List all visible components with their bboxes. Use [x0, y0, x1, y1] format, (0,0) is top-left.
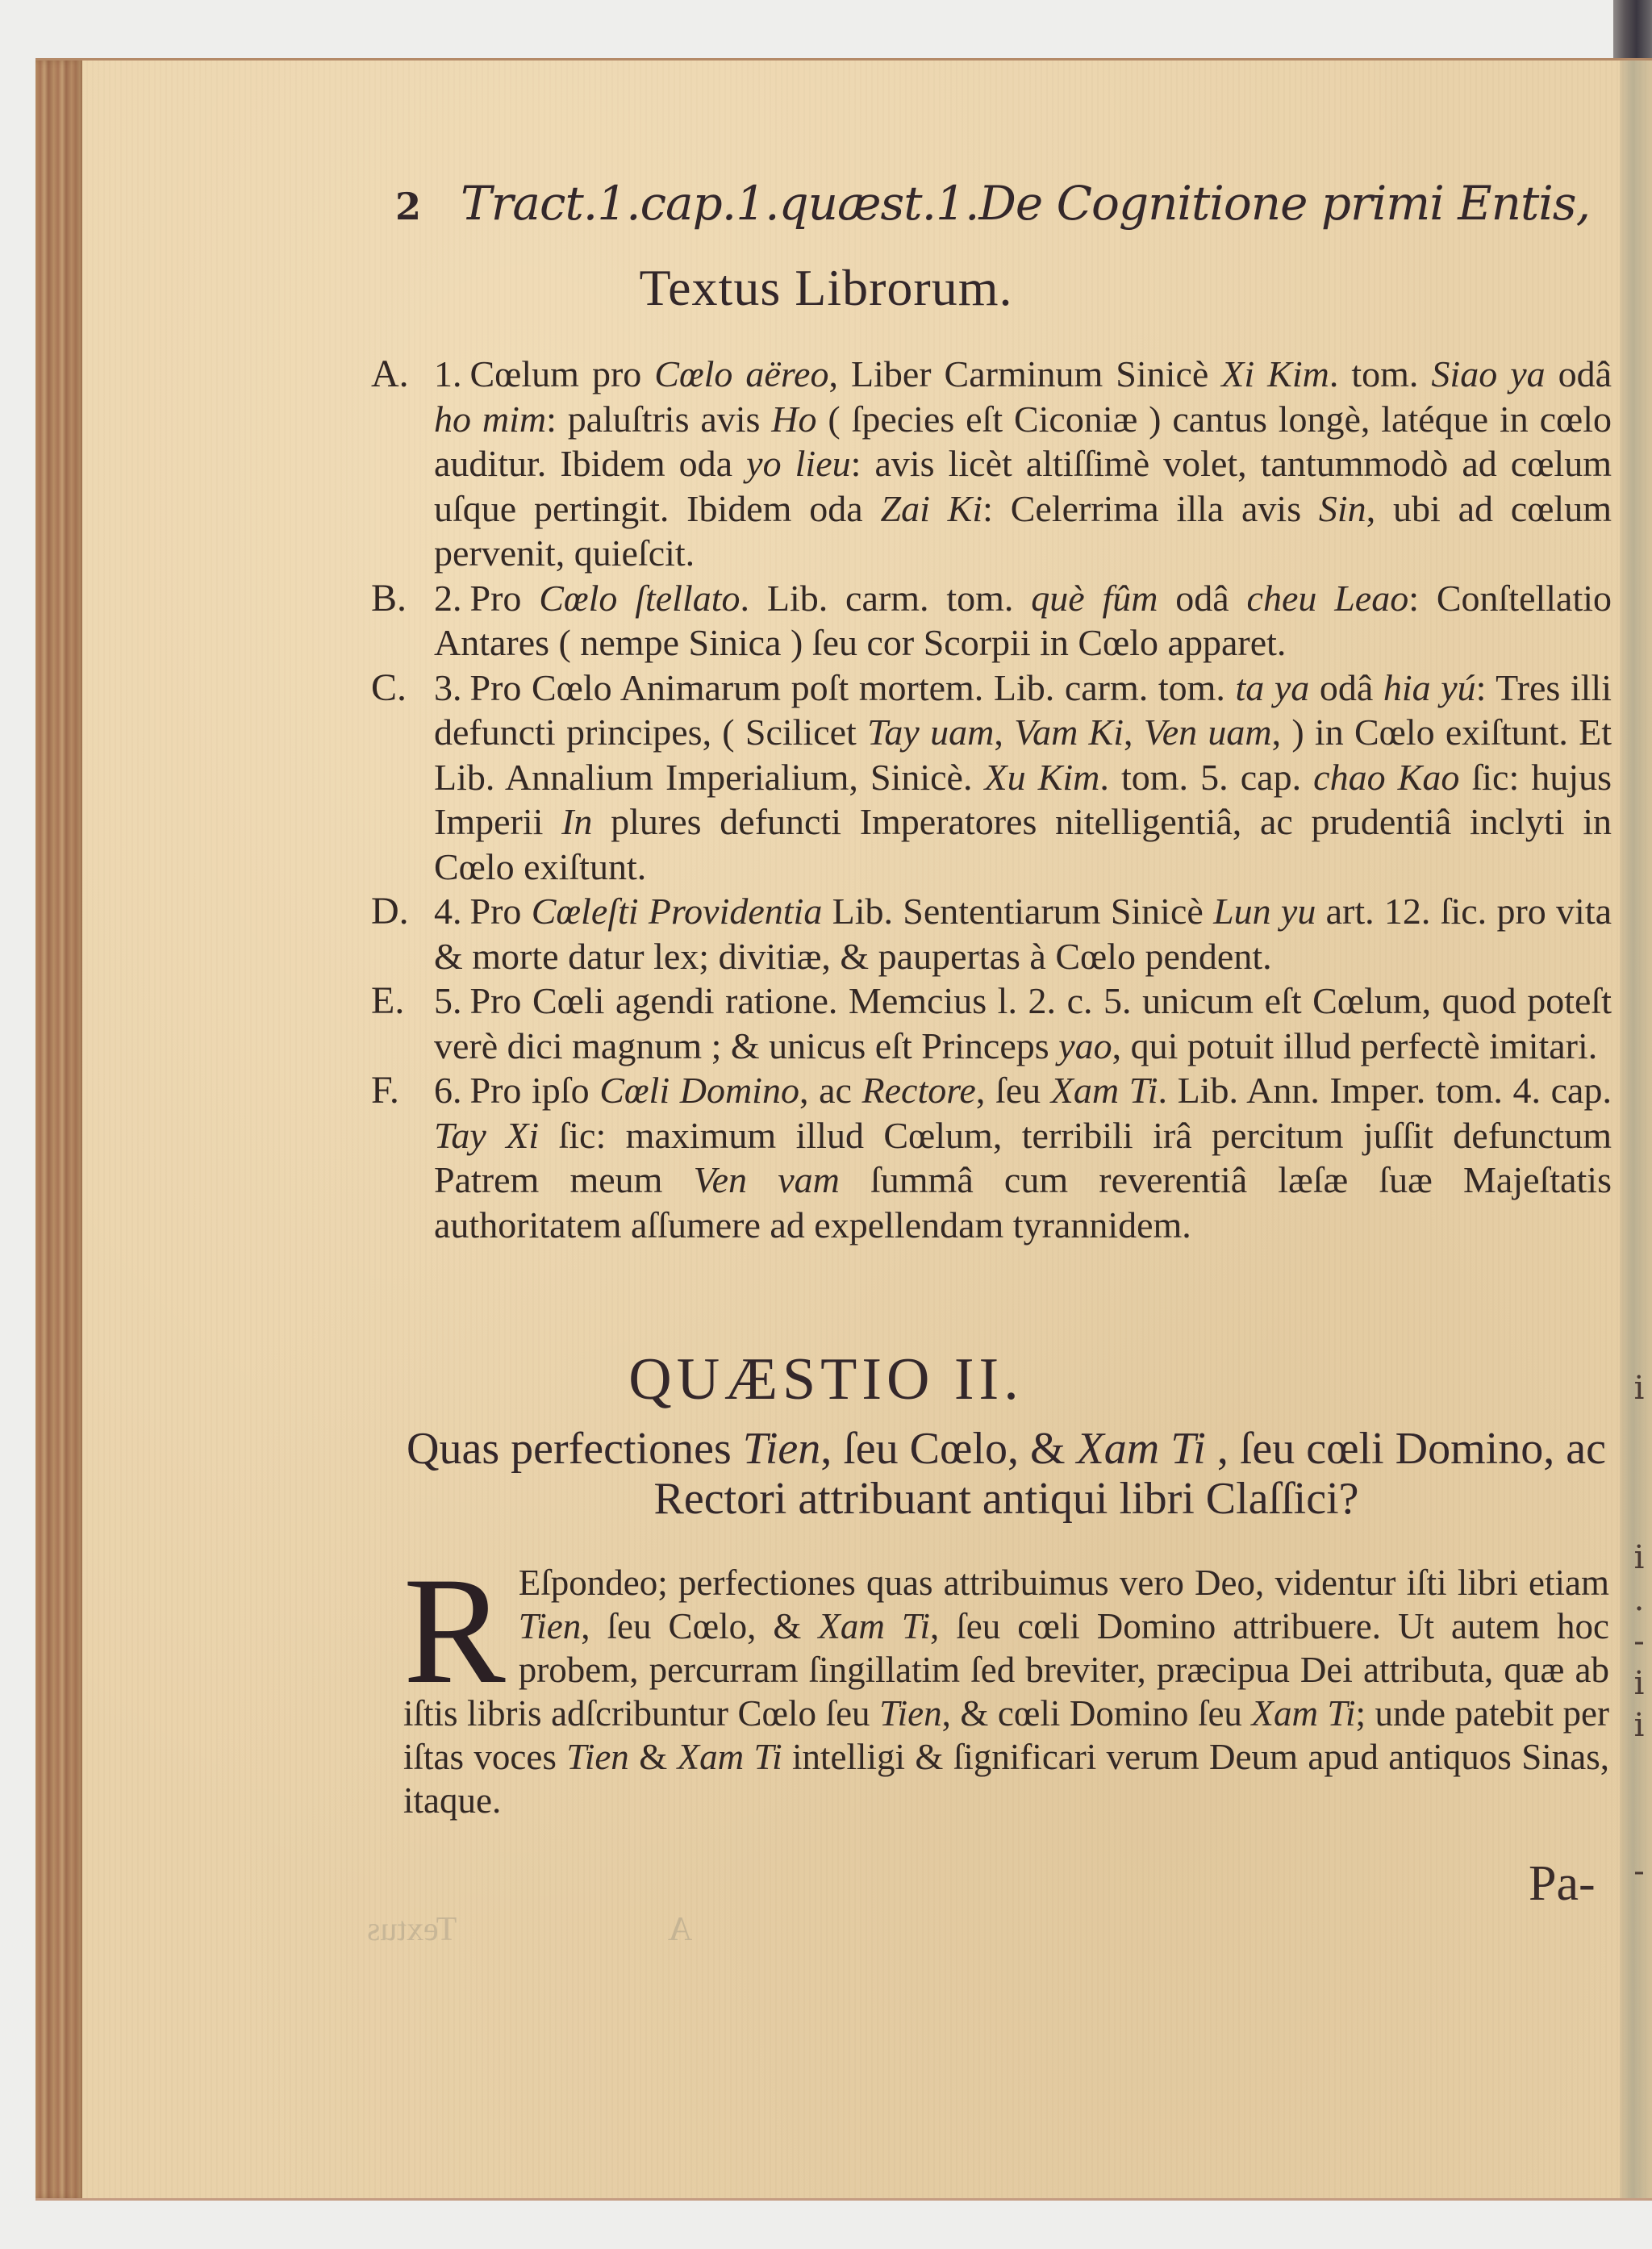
entry: [371, 978, 1612, 1068]
text-run: Pro Cœlo Animarum poſt mortem. Lib. carm. tom.: [469, 666, 1236, 708]
neighbor-page-char: -: [1633, 1623, 1645, 1660]
italic-term: Tien: [742, 1424, 821, 1474]
text-run: Pro ipſo: [469, 1070, 600, 1111]
text-run: Pro Cœli agendi ratione. Memcius l. 2. c. 5. unicum eſt Cœlum, quod poteſt verè dici magnum ; & unicus eſt Princeps: [434, 980, 1612, 1066]
text-run: , ſeu cœli Domino, ac Rectori attribuant antiqui libri Claſſici?: [653, 1424, 1606, 1524]
text-run: Quas perfectiones: [407, 1424, 743, 1474]
drop-cap: R: [403, 1546, 506, 1716]
entry: [371, 1068, 1612, 1247]
answer-text: [403, 1546, 1609, 1821]
text-run: , ſeu Cœlo, &: [581, 1606, 819, 1646]
entry-number: 2.: [434, 577, 462, 619]
italic-term: Xam Ti: [818, 1606, 930, 1646]
italic-term: Ho: [771, 398, 817, 440]
neighbor-page-char: i: [1633, 1539, 1645, 1576]
text-run: Cœlum pro: [469, 353, 655, 394]
italic-term: Cœleſti Providentia: [531, 891, 823, 932]
italic-term: Rectore: [861, 1070, 976, 1111]
italic-term: Cœlo aëreo: [654, 353, 829, 394]
page-fore-edge: [35, 61, 82, 2198]
entry-number: 4.: [434, 891, 462, 932]
entry-letter: A.: [371, 353, 409, 395]
entry-number: 1.: [434, 353, 462, 394]
italic-term: ho mim: [434, 398, 547, 440]
text-run: , ubi ad cœlum pervenit, quieſcit.: [434, 487, 1612, 574]
entry-text: [434, 1070, 1612, 1246]
text-run: ſummâ cum reverentiâ læſæ ſuæ Majeſtatis authoritatem aſſumere ad expellendam tyrannidem.: [434, 1159, 1612, 1246]
text-run: plures defuncti Imperatores nitelligentiâ, ac prudentiâ inclyti in Cœlo exiſtunt.: [434, 801, 1612, 887]
entry-number: 5.: [434, 980, 462, 1021]
italic-term: què fûm: [1031, 577, 1158, 619]
text-run: . tom. 5. cap.: [1099, 756, 1314, 798]
entry: [371, 352, 1612, 576]
entry-number: 6.: [434, 1070, 462, 1111]
text-run: , ſeu cœli Domino attribuere. Ut autem hoc probem, percurram ſingillatim ſed breviter, præcipua Dei attributa, quæ ab iſtis libris adſcribuntur Cœlo ſeu: [403, 1606, 1609, 1734]
text-run: ( ſpecies eſt Ciconiæ ) cantus longè, latéque in cœlo auditur. Ibidem oda: [434, 398, 1612, 484]
italic-term: Siao ya: [1431, 353, 1546, 394]
italic-term: Zai Ki: [880, 487, 983, 529]
italic-term: cheu Leao: [1246, 577, 1409, 619]
italic-term: Xam Ti: [1076, 1424, 1206, 1474]
italic-term: Sin: [1318, 487, 1366, 529]
catchword: Pa-: [1529, 1856, 1596, 1911]
italic-term: chao Kao: [1313, 756, 1460, 798]
text-run: . Lib. carm. tom.: [740, 577, 1032, 619]
text-run: . tom.: [1329, 353, 1432, 394]
text-run: : Celerrima illa avis: [982, 487, 1319, 529]
entry-number: 3.: [434, 666, 462, 708]
bleed-through-text: A: [668, 1911, 693, 1948]
text-run: , Liber Carminum Sinicè: [828, 353, 1222, 394]
italic-term: Tien: [566, 1737, 629, 1777]
text-run: , ſeu: [975, 1070, 1051, 1111]
neighbor-page-char: i: [1633, 1665, 1645, 1702]
italic-term: hia yú: [1383, 666, 1476, 708]
entry: [371, 889, 1612, 978]
text-run: Lib. Sententiarum Sinicè: [822, 891, 1214, 932]
page-number: 2: [395, 185, 421, 228]
neighbor-page-char: -: [1633, 1853, 1645, 1890]
text-run: : avis licèt altiſſimè volet, tantummodò ad cœlum uſque pertingit. Ibidem oda: [434, 443, 1612, 529]
entry-text: [434, 980, 1612, 1066]
entry-letter: D.: [371, 890, 409, 933]
italic-term: ta ya: [1235, 666, 1310, 708]
text-run: Eſpondeo; perfectiones quas attribuimus vero Deo, videntur iſti libri etiam: [518, 1563, 1609, 1603]
text-run: art. 12. ſic. pro vita & morte datur lex; divitiæ, & paupertas à Cœlo pendent.: [434, 891, 1612, 977]
italic-term: Ven vam: [693, 1159, 840, 1200]
entry: [371, 666, 1612, 890]
entry-letter: F.: [371, 1069, 399, 1112]
section-title: Textus Librorum.: [639, 259, 1013, 316]
italic-term: Cœlo ſtellato: [539, 577, 740, 619]
neighbor-page-char: i: [1633, 1370, 1645, 1407]
text-run: , ac: [799, 1070, 862, 1111]
text-run: , & cœli Domino ſeu: [941, 1693, 1252, 1734]
italic-term: Xu Kim: [984, 756, 1100, 798]
italic-term: In: [561, 801, 593, 842]
text-run: : Tres illi defuncti principes, ( Scilicet: [434, 666, 1612, 753]
entry: [371, 576, 1612, 666]
entry-text: [434, 891, 1612, 977]
italic-term: Xi Kim: [1221, 353, 1329, 394]
italic-term: Tay Xi: [434, 1114, 540, 1156]
italic-term: Cœli Domino: [599, 1070, 799, 1111]
neighbor-page-char: i: [1633, 1707, 1645, 1744]
running-head-title: Tract.1.cap.1.quæst.1.De Cognitione primi Entis,: [461, 176, 1591, 231]
text-run: ſic: maximum illud Cœlum, terribili irâ percitum juſſit defunctum Patrem meum: [434, 1114, 1612, 1200]
question-title: QUÆSTIO II.: [628, 1346, 1024, 1412]
italic-term: Xam Ti: [677, 1737, 782, 1777]
entry-text: [434, 353, 1612, 574]
italic-term: Lun yu: [1213, 891, 1316, 932]
text-run: odâ: [1545, 353, 1612, 394]
text-run: ,: [1123, 711, 1144, 753]
text-run: . Lib. Ann. Imper. tom. 4. cap.: [1158, 1070, 1612, 1111]
entries-list: [371, 352, 1612, 1247]
neighbor-page-char: .: [1633, 1581, 1645, 1618]
running-head: [395, 176, 1605, 231]
text-run: : Conſtellatio Antares ( nempe Sinica ) ſeu cor Scorpii in Cœlo apparet.: [434, 577, 1612, 663]
italic-term: Tien: [879, 1693, 942, 1734]
italic-term: yao: [1058, 1024, 1112, 1066]
italic-term: Xam Ti: [1251, 1693, 1356, 1734]
text-run: odâ: [1158, 577, 1247, 619]
entry-text: [434, 578, 1612, 664]
italic-term: Vam Ki: [1014, 711, 1124, 753]
entry-text: [434, 667, 1612, 887]
italic-term: Xam Ti: [1050, 1070, 1158, 1111]
text-run: ,: [994, 711, 1015, 753]
question-subtitle: [403, 1424, 1609, 1524]
italic-term: Tien: [518, 1606, 582, 1646]
text-run: &: [628, 1737, 678, 1777]
text-run: odâ: [1309, 666, 1383, 708]
answer-paragraph: [403, 1546, 1609, 1822]
entry-letter: E.: [371, 979, 405, 1022]
text-run: ſic: hujus Imperii: [434, 756, 1612, 842]
text-run: ; unde patebit per iſtas voces: [403, 1693, 1609, 1777]
text-run: Pro: [469, 577, 540, 619]
entry-letter: B.: [371, 576, 407, 620]
bleed-through-text: Textus: [367, 1911, 457, 1948]
text-run: , ) in Cœlo exiſtunt. Et Lib. Annalium Imperialium, Sinicè.: [434, 711, 1612, 798]
text-run: Pro: [469, 891, 532, 932]
gutter: [1620, 61, 1652, 2198]
text-run: : paluſtris avis: [546, 398, 772, 440]
italic-term: Tay uam: [867, 711, 995, 753]
italic-term: yo lieu: [746, 443, 851, 484]
entry-letter: C.: [371, 666, 407, 709]
italic-term: Ven uam: [1143, 711, 1272, 753]
text-run: , qui potuit illud perfectè imitari.: [1112, 1024, 1598, 1066]
text-run: intelligi & ſignificari verum Deum apud antiquos Sinas, itaque.: [403, 1737, 1609, 1821]
text-run: , ſeu Cœlo, &: [820, 1424, 1077, 1474]
